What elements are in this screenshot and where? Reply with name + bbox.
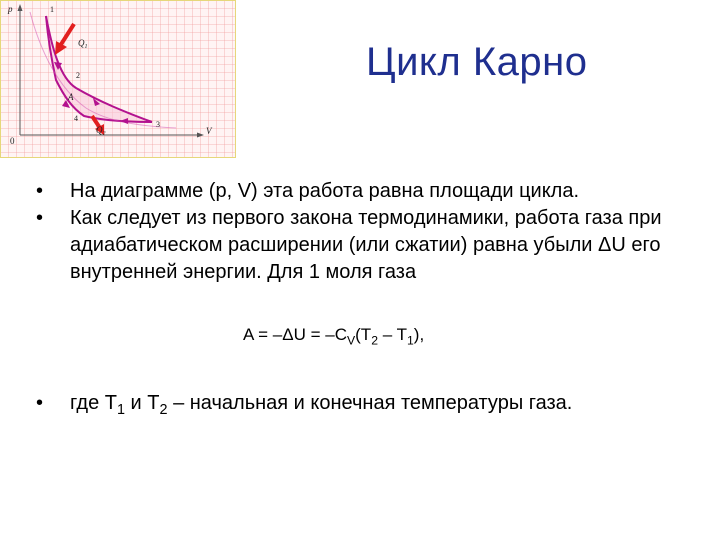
point-1-label: 1 (50, 5, 54, 14)
point-a-label: A (68, 92, 74, 102)
bullet-item-temperatures (36, 390, 706, 417)
point-2-label: 2 (76, 71, 80, 80)
q2-label: $Q_2$ (96, 125, 106, 137)
carnot-pv-diagram (0, 0, 236, 158)
v-axis-label: V (206, 126, 212, 136)
bullet-text: Как следует из первого закона термодинамики, работа газа при адиабатическом расширении (или сжатии) равна убыли ΔU его внутренней энергии. Для 1 моля газа (70, 207, 662, 283)
bullet-marker: • (36, 392, 44, 414)
bullet-marker: • (36, 180, 44, 202)
pv-diagram-svg (0, 0, 236, 158)
bullet-text: где $T_1$ и $T_2$ – начальная и конечная температуры газа. (70, 392, 573, 419)
bullet-item (36, 178, 706, 205)
point-3-label: 3 (156, 120, 160, 129)
origin-label: 0 (10, 136, 15, 146)
p-axis-label: p (8, 4, 13, 14)
work-formula: $A = -\Delta U = -C_V(T_2 - T_1)$, (243, 325, 425, 348)
bullet-marker: • (36, 207, 44, 229)
q1-label: $Q_1$ (78, 38, 88, 50)
bullet-item (36, 205, 706, 286)
bullet-text: На диаграмме (p, V) эта работа равна площади цикла. (70, 180, 580, 202)
point-4-label: 4 (74, 114, 78, 123)
bullet-list (36, 178, 706, 286)
slide-title: Цикл Карно (366, 40, 588, 84)
